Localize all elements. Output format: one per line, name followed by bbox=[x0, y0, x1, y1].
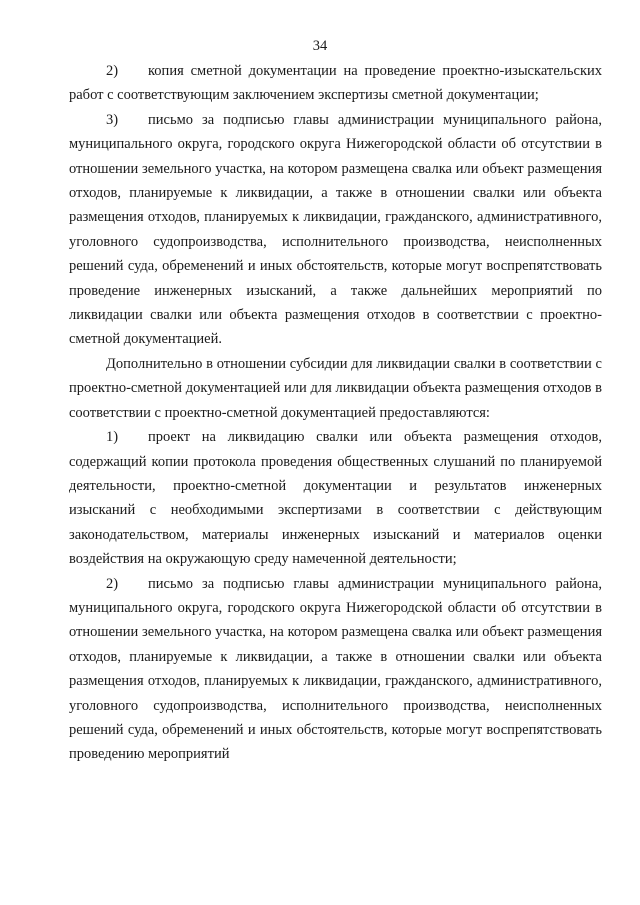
paragraph-text: письмо за подписью главы администрации муниципального района, муниципального округа, городского округа Нижегородской области об отсутствии в отношении земельного участка, на котором размещена свалка или объект размещения отходов, планируемые к ликвидации, а также в отношении свалки или объекта размещения отходов, планируемых к ликвидации, гражданского, административного, уголовного судопроизводства, исполнительного производства, неисполненных решений суда, обременений и иных обстоятельств, которые могут воспрепятствовать проведение инженерных изысканий, а также дальнейших мероприятий по ликвидации свалки или объекта размещения отходов в соответствии с проектно-сметной документацией. bbox=[69, 111, 606, 348]
paragraph-item-1-project bbox=[69, 425, 606, 571]
paragraph-text: Дополнительно в отношении субсидии для ликвидации свалки в соответствии с проектно-сметной документацией или для ликвидации объекта размещения отходов в соответствии с проектно-сметной документацией предоставляются: bbox=[69, 355, 606, 421]
document-body bbox=[69, 59, 606, 767]
paragraph-text: проект на ликвидацию свалки или объекта размещения отходов, содержащий копии протокола проведения общественных слушаний по планируемой деятельности, проектно-сметной документации и результатов инженерных изысканий с необходимыми экспертизами в соответствии с действующим законодательством, материалы инженерных изысканий и материалов оценки воздействия на окружающую среду намеченной деятельности; bbox=[69, 429, 606, 568]
paragraph-item-2-cost-documentation bbox=[69, 59, 606, 108]
paragraph-item-2-letter bbox=[69, 572, 606, 767]
list-marker: 2) bbox=[106, 575, 119, 592]
paragraph-text: копия сметной документации на проведение проектно-изыскательских работ с соответствующим заключением экспертизы сметной документации; bbox=[69, 63, 606, 104]
list-marker: 2) bbox=[106, 63, 119, 79]
paragraph-item-3-letter bbox=[69, 108, 606, 352]
list-marker: 1) bbox=[106, 429, 119, 446]
list-marker: 3) bbox=[106, 111, 119, 128]
page-number: 34 bbox=[312, 38, 328, 54]
paragraph-text: письмо за подписью главы администрации муниципального района, муниципального округа, городского округа Нижегородской области об отсутствии в отношении земельного участка, на котором размещена свалка или объект размещения отходов, планируемые к ликвидации, а также в отношении свалки или объекта размещения отходов, планируемых к ликвидации, гражданского, административного, уголовного судопроизводства, исполнительного производства, неисполненных решений суда, обременений и иных обстоятельств, которые могут воспрепятствовать проведению мероприятий bbox=[69, 575, 606, 763]
paragraph-additional-intro bbox=[69, 352, 606, 425]
